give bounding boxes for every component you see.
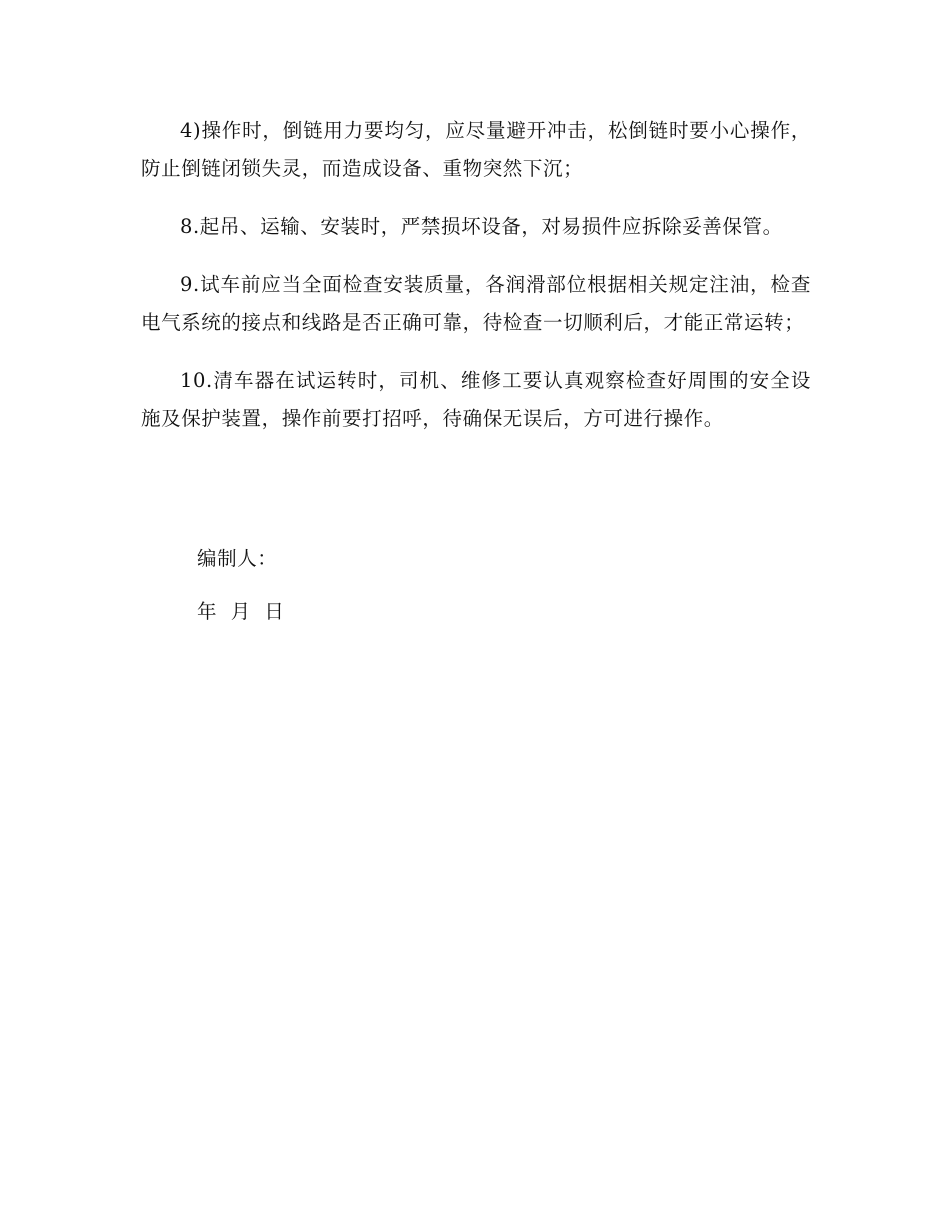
editor-label: 编制人： — [197, 547, 278, 570]
paragraph-item-8: 8.起吊、运输、安装时，严禁损坏设备，对易损件应拆除妥善保管。 — [180, 215, 783, 238]
document-body — [141, 112, 811, 458]
paragraph-item-4: 4)操作时，倒链用力要均匀，应尽量避开冲击，松倒链时要小心操作，防止倒链闭锁失灵，而造成设备、重物突然下沉； — [141, 119, 811, 180]
paragraph-item-9: 9.试车前应当全面检查安装质量，各润滑部位根据相关规定注油，检查电气系统的接点和线路是否正确可靠，待检查一切顺利后，才能正常运转； — [141, 273, 811, 334]
date-label: 年 月 日 — [197, 600, 285, 623]
paragraph-item-10: 10.清车器在试运转时，司机、维修工要认真观察检查好周围的安全设施及保护装置，操作前要打招呼，待确保无误后，方可进行操作。 — [141, 369, 811, 430]
